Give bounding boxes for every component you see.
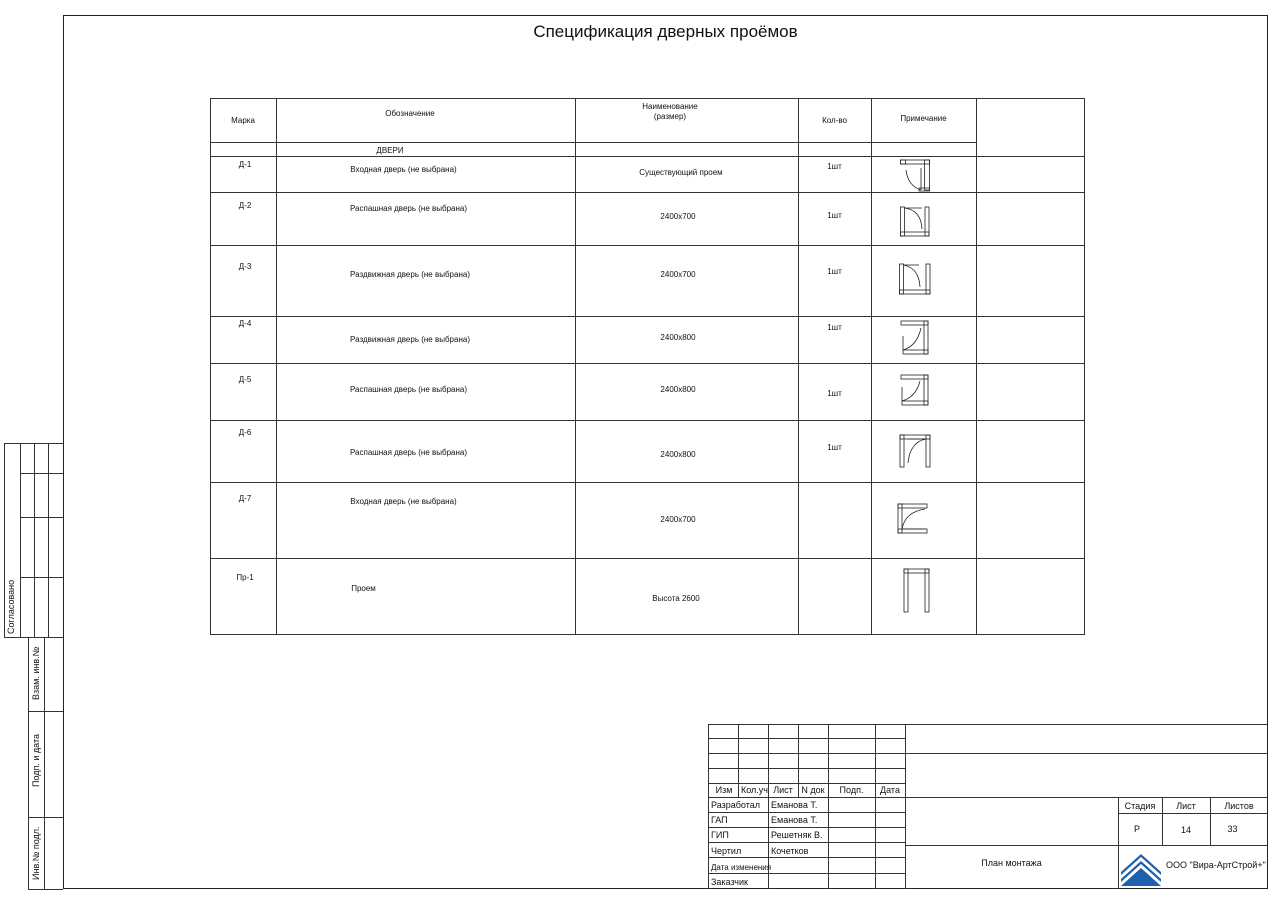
stamp-role-developer: Разработал — [711, 800, 760, 810]
door-symbol-d5-icon — [899, 373, 931, 409]
company-name: ООО "Вира-АртСтрой+" — [1166, 860, 1266, 870]
door-symbol-d6-icon — [898, 433, 932, 469]
stamp-header-list: Лист — [773, 785, 793, 795]
drawing-title: План монтажа — [981, 858, 1042, 868]
row-1-name: Существующий проем — [639, 168, 723, 177]
row-7-designation: Входная дверь (не выбрана) — [350, 497, 457, 506]
row-6-mark: Д-6 — [238, 428, 252, 437]
row-8-mark: Пр-1 — [236, 573, 254, 582]
row-6-name: 2400x800 — [660, 450, 696, 459]
stamp-name-drafter: Кочетков — [771, 846, 809, 856]
stamp-role-gip: ГИП — [711, 830, 729, 840]
door-symbol-d3-icon — [899, 262, 933, 296]
stamp-role-drafter: Чертил — [711, 846, 742, 856]
door-symbol-d1-icon — [900, 158, 932, 194]
stamp-name-developer: Еманова Т. — [771, 800, 818, 810]
row-4-mark: Д-4 — [238, 319, 252, 328]
door-symbol-d4-icon — [899, 320, 931, 356]
row-1-mark: Д-1 — [238, 160, 252, 169]
stamp-header-podp: Подп. — [839, 785, 864, 795]
header-designation: Обозначение — [385, 109, 435, 118]
row-5-qty: 1шт — [827, 389, 842, 398]
row-4-designation: Раздвижная дверь (не выбрана) — [350, 335, 470, 344]
header-name-line1: Наименование — [642, 102, 698, 111]
row-5-designation: Распашная дверь (не выбрана) — [349, 385, 468, 394]
row-2-name: 2400x700 — [660, 212, 696, 221]
row-5-mark: Д-5 — [238, 375, 252, 384]
header-name-line2: (размер) — [653, 112, 687, 121]
row-3-designation: Раздвижная дверь (не выбрана) — [350, 270, 470, 279]
row-1-qty: 1шт — [827, 162, 842, 171]
door-symbol-d2-icon — [900, 205, 932, 237]
company-logo-icon — [1119, 846, 1163, 888]
row-2-designation: Распашная дверь (не выбрана) — [349, 204, 468, 213]
stamp-role-customer: Заказчик — [711, 877, 748, 887]
header-mark: Марка — [231, 116, 255, 125]
row-5-name: 2400x800 — [660, 385, 696, 394]
row-4-qty: 1шт — [827, 323, 842, 332]
inv-orig-label: Инв.№ подл. — [31, 826, 41, 880]
section-label: ДВЕРИ — [376, 146, 404, 155]
header-qty: Кол-во — [822, 116, 847, 125]
stamp-name-gap: Еманова Т. — [771, 815, 818, 825]
stage-label: Стадия — [1124, 801, 1156, 811]
sheet-label: Лист — [1176, 801, 1196, 811]
door-symbol-d7-icon — [897, 502, 933, 536]
row-4-name: 2400x800 — [660, 333, 696, 342]
row-7-mark: Д-7 — [238, 494, 252, 503]
opening-symbol-pr1-icon — [903, 568, 931, 614]
row-8-designation: Проем — [351, 584, 376, 593]
stamp-header-ndoc: N док — [801, 785, 825, 795]
row-3-name: 2400x700 — [660, 270, 696, 279]
stamp-header-kol: Кол.уч — [741, 785, 768, 795]
row-6-qty: 1шт — [827, 443, 842, 452]
sheets-label: Листов — [1224, 801, 1254, 811]
stamp-header-izm: Изм — [715, 785, 733, 795]
row-3-qty: 1шт — [827, 267, 842, 276]
stamp-header-data: Дата — [880, 785, 900, 795]
sheet-value: 14 — [1180, 825, 1191, 835]
sheets-value: 33 — [1227, 824, 1238, 834]
inv-replace-label: Взам. инв.№ — [31, 646, 41, 700]
row-6-designation: Распашная дверь (не выбрана) — [349, 448, 468, 457]
stamp-name-gip: Решетняк В. — [771, 830, 823, 840]
header-note: Примечание — [900, 114, 947, 123]
row-2-mark: Д-2 — [238, 201, 252, 210]
row-2-qty: 1шт — [827, 211, 842, 220]
stamp-role-change-date: Дата изменения — [711, 863, 772, 872]
stage-value: Р — [1133, 824, 1140, 834]
agreed-label: Согласовано — [6, 579, 16, 634]
row-7-name: 2400x700 — [660, 515, 696, 524]
stamp-role-gap: ГАП — [711, 815, 728, 825]
page-title: Спецификация дверных проёмов — [533, 22, 798, 41]
row-8-name: Высота 2600 — [652, 594, 700, 603]
row-3-mark: Д-3 — [238, 262, 252, 271]
sign-date-label: Подп. и дата — [31, 733, 41, 787]
row-1-designation: Входная дверь (не выбрана) — [350, 165, 457, 174]
